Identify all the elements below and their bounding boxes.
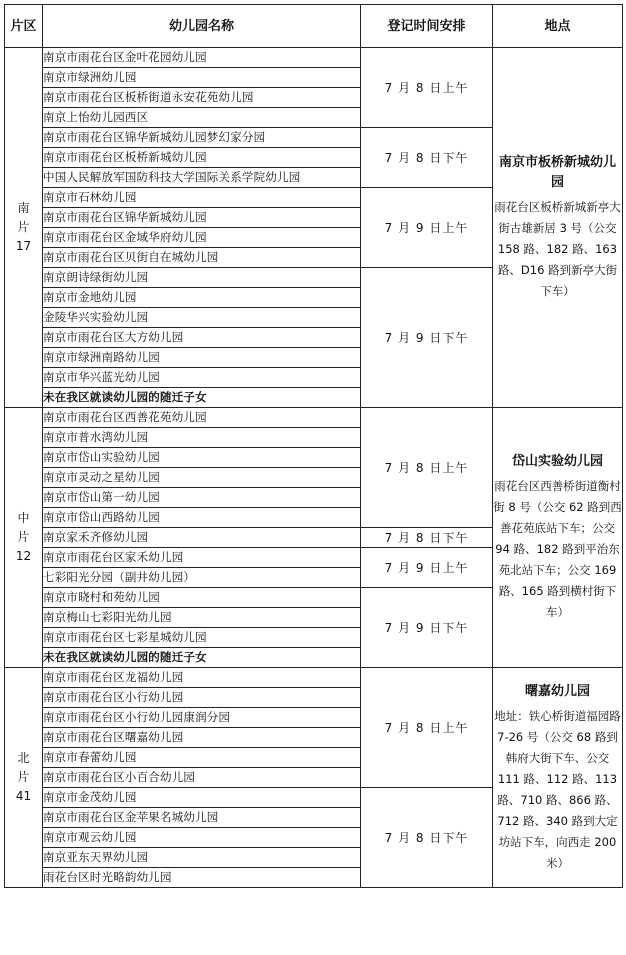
location-title: 曙嘉幼儿园 xyxy=(524,683,590,699)
area-cell-south: 南 片 17 xyxy=(5,48,43,408)
area-cell-north: 北 片 41 xyxy=(5,668,43,888)
kindergarten-name: 南京市雨花台区板桥新城幼儿园 xyxy=(43,148,361,168)
header-row xyxy=(5,5,623,48)
kindergarten-name: 南京市晓村和苑幼儿园 xyxy=(43,588,361,608)
kindergarten-name: 南京市金茂幼儿园 xyxy=(43,788,361,808)
kindergarten-name: 南京市石林幼儿园 xyxy=(43,188,361,208)
kindergarten-name: 南京市灵动之星幼儿园 xyxy=(43,468,361,488)
kindergarten-name: 雨花台区时光略韵幼儿园 xyxy=(43,868,361,888)
kindergarten-name: 南京市雨花台区曙嘉幼儿园 xyxy=(43,728,361,748)
registration-time: 7 月 9 日上午 xyxy=(361,188,493,268)
location-address: 地址：铁心桥街道福园路 7-26 号（公交 68 路到韩府大街下车、公交 111 路、112 路、113 路、710 路、866 路、712 路、340 路到大定坊站下车，向西走 200 米） xyxy=(494,708,621,870)
location-title: 南京市板桥新城幼儿园 xyxy=(498,155,616,190)
kindergarten-name: 南京市雨花台区小行幼儿园康润分园 xyxy=(43,708,361,728)
registration-time: 7 月 9 日下午 xyxy=(361,268,493,408)
location-cell-north xyxy=(493,668,623,888)
registration-time: 7 月 8 日上午 xyxy=(361,48,493,128)
header-kindergarten-name: 幼儿园名称 xyxy=(43,5,361,48)
kindergarten-name: 南京梅山七彩阳光幼儿园 xyxy=(43,608,361,628)
location-cell-middle xyxy=(493,408,623,668)
kindergarten-name: 南京亚东天界幼儿园 xyxy=(43,848,361,868)
kindergarten-name: 南京市雨花台区龙福幼儿园 xyxy=(43,668,361,688)
kindergarten-name: 南京市岱山第一幼儿园 xyxy=(43,488,361,508)
kindergarten-name: 南京市绿洲幼儿园 xyxy=(43,68,361,88)
area-cell-middle: 中 片 12 xyxy=(5,408,43,668)
registration-time: 7 月 8 日上午 xyxy=(361,408,493,528)
registration-time: 7 月 9 日下午 xyxy=(361,588,493,668)
table-row xyxy=(5,48,623,68)
kindergarten-name: 南京市雨花台区家禾幼儿园 xyxy=(43,548,361,568)
kindergarten-name: 南京市金地幼儿园 xyxy=(43,288,361,308)
location-address: 雨花台区西善桥街道衡村街 8 号（公交 62 路到西善花苑底站下车；公交 94 路、182 路到平治东苑北站下车；公交 169 路、165 路到横村街下车） xyxy=(493,479,622,619)
migrant-children-note: 未在我区就读幼儿园的随迁子女 xyxy=(43,388,361,408)
registration-time: 7 月 8 日上午 xyxy=(361,668,493,788)
kindergarten-name: 金陵华兴实验幼儿园 xyxy=(43,308,361,328)
kindergarten-name: 南京朗诗绿街幼儿园 xyxy=(43,268,361,288)
header-registration-time: 登记时间安排 xyxy=(361,5,493,48)
location-title: 岱山实验幼儿园 xyxy=(511,454,603,469)
kindergarten-name: 南京市雨花台区小百合幼儿园 xyxy=(43,768,361,788)
header-area: 片区 xyxy=(5,5,43,48)
registration-time: 7 月 8 日下午 xyxy=(361,788,493,888)
registration-time: 7 月 8 日下午 xyxy=(361,128,493,188)
kindergarten-name: 南京上怡幼儿园西区 xyxy=(43,108,361,128)
kindergarten-name: 南京市雨花台区小行幼儿园 xyxy=(43,688,361,708)
kindergarten-name: 南京市雨花台区板桥街道永安花苑幼儿园 xyxy=(43,88,361,108)
header-location: 地点 xyxy=(493,5,623,48)
kindergarten-name: 南京市观云幼儿园 xyxy=(43,828,361,848)
kindergarten-name: 南京市绿洲南路幼儿园 xyxy=(43,348,361,368)
kindergarten-name: 南京市岱山西路幼儿园 xyxy=(43,508,361,528)
registration-time: 7 月 8 日下午 xyxy=(361,528,493,548)
kindergarten-name: 南京市雨花台区大方幼儿园 xyxy=(43,328,361,348)
kindergarten-name: 南京市雨花台区锦华新城幼儿园 xyxy=(43,208,361,228)
location-cell-south xyxy=(493,48,623,408)
kindergarten-name: 南京市春蕾幼儿园 xyxy=(43,748,361,768)
registration-schedule-table xyxy=(4,4,623,888)
kindergarten-name: 七彩阳光分园（副井幼儿园） xyxy=(43,568,361,588)
kindergarten-name: 南京市雨花台区西善花苑幼儿园 xyxy=(43,408,361,428)
table-row xyxy=(5,668,623,688)
kindergarten-name: 南京市雨花台区七彩星城幼儿园 xyxy=(43,628,361,648)
table-row xyxy=(5,408,623,428)
kindergarten-name: 南京市华兴蓝光幼儿园 xyxy=(43,368,361,388)
registration-time: 7 月 9 日上午 xyxy=(361,548,493,588)
kindergarten-name: 南京市雨花台区锦华新城幼儿园梦幻家分园 xyxy=(43,128,361,148)
kindergarten-name: 南京市雨花台区金叶花园幼儿园 xyxy=(43,48,361,68)
kindergarten-name: 南京家禾齐修幼儿园 xyxy=(43,528,361,548)
migrant-children-note: 未在我区就读幼儿园的随迁子女 xyxy=(43,648,361,668)
location-address: 雨花台区板桥新城新亭大街古雄新居 3 号（公交 158 路、182 路、163 路、D16 路到新亭大街下车） xyxy=(494,200,621,298)
kindergarten-name: 南京市岱山实验幼儿园 xyxy=(43,448,361,468)
kindergarten-name: 中国人民解放军国防科技大学国际关系学院幼儿园 xyxy=(43,168,361,188)
kindergarten-name: 南京市雨花台区贝街自在城幼儿园 xyxy=(43,248,361,268)
kindergarten-name: 南京市雨花台区金苹果名城幼儿园 xyxy=(43,808,361,828)
kindergarten-name: 南京市普水湾幼儿园 xyxy=(43,428,361,448)
kindergarten-name: 南京市雨花台区金域华府幼儿园 xyxy=(43,228,361,248)
